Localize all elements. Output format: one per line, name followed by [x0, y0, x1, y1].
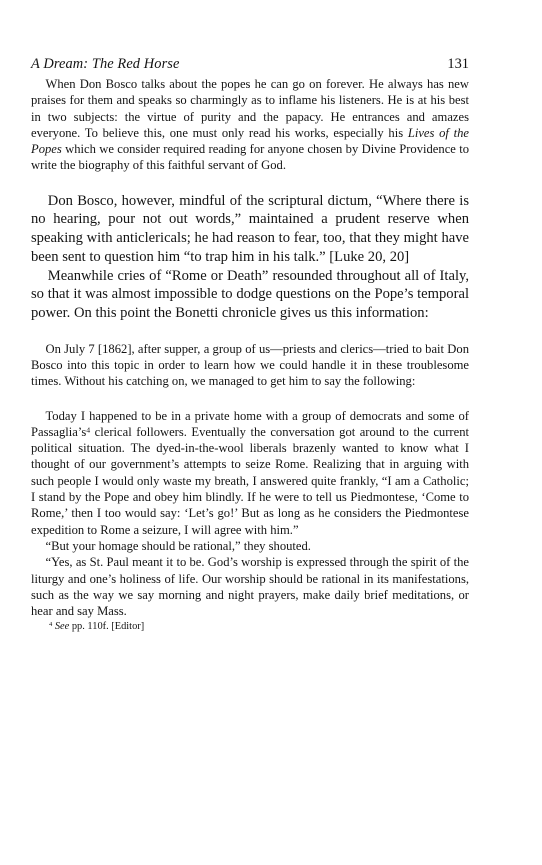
paragraph-3: Meanwhile cries of “Rome or Death” resounded throughout all of Italy, so that it was almost impossible to dodge questions on the Pope’s temporal power. On this point the Bonetti chronicle gives us this information:	[31, 267, 469, 321]
lives-of-the-popes-title: Lives of the Popes	[31, 125, 469, 157]
book-page	[31, 55, 469, 633]
paragraph-1-text-a: When Don Bosco talks about the popes he can go on forever. He always has new praises for them and speaks so charmingly as to inflame his listeners. He is at his best in two subjects: the virtue of purity and the papacy. He entrances and amazes everyone. To believe this, one must only read his works, especially his	[31, 77, 469, 140]
page-number: 131	[447, 56, 469, 72]
paragraph-1-text-b: which we consider required reading for anyone chosen by Divine Providence to write the biography of this faithful servant of God.	[31, 142, 469, 173]
paragraph-7: “Yes, as St. Paul meant it to be. God’s worship is expressed through the spirit of the liturgy and one’s holiness of life. Our worship should be rational in its manifestations, such as the way we say morning and night prayers, make daily brief meditations, or hear and say Mass.	[31, 555, 469, 619]
paragraph-6: “But your homage should be rational,” they shouted.	[45, 538, 311, 553]
running-title: A Dream: The Red Horse	[31, 56, 180, 72]
paragraph-5-text-b: clerical followers. Eventually the conversation got around to the current political situation. The dyed-in-the-wool liberals brazenly wanted to know what I thought of our government’s attempts to seize Rome. Realizing that in arguing with such people I would only waste my breath, I answered quite frankly, “I am a Catholic; I stand by the Pope and obey him blindly. If he were to tell us Piedmontese, ‘Come to Rome,’ then I too would say: ‘Let’s go!’ But as long as he considers the Piedmontese expedition to Rome a seizure, I will agree with him.”	[31, 424, 469, 537]
footnote-number: 4	[49, 621, 53, 629]
footnote-text: pp. 110f. [Editor]	[69, 621, 145, 633]
footnote	[31, 620, 469, 633]
footnote-see: See	[54, 621, 70, 633]
paragraph-1	[31, 76, 469, 174]
paragraph-2: Don Bosco, however, mindful of the scriptural dictum, “Where there is no hearing, pour not out words,” maintained a prudent reserve when speaking with anticlericals; he had reason to fear, too, that they might have been sent to question him “to trap him in his talk.” [Luke 20, 20]	[31, 192, 469, 265]
paragraph-5	[31, 408, 469, 538]
footnote-reference: 4	[86, 425, 91, 435]
paragraph-4: On July 7 [1862], after supper, a group of us—priests and clerics—tried to bait Don Bosco into this topic in order to learn how we could handle it in these troublesome times. Without his catching on, we managed to get him to say the following:	[31, 341, 469, 389]
running-header	[31, 55, 469, 73]
paragraph-5-text-a: Today I happened to be in a private home with a group of democrats and some of Passaglia’s	[31, 408, 469, 439]
